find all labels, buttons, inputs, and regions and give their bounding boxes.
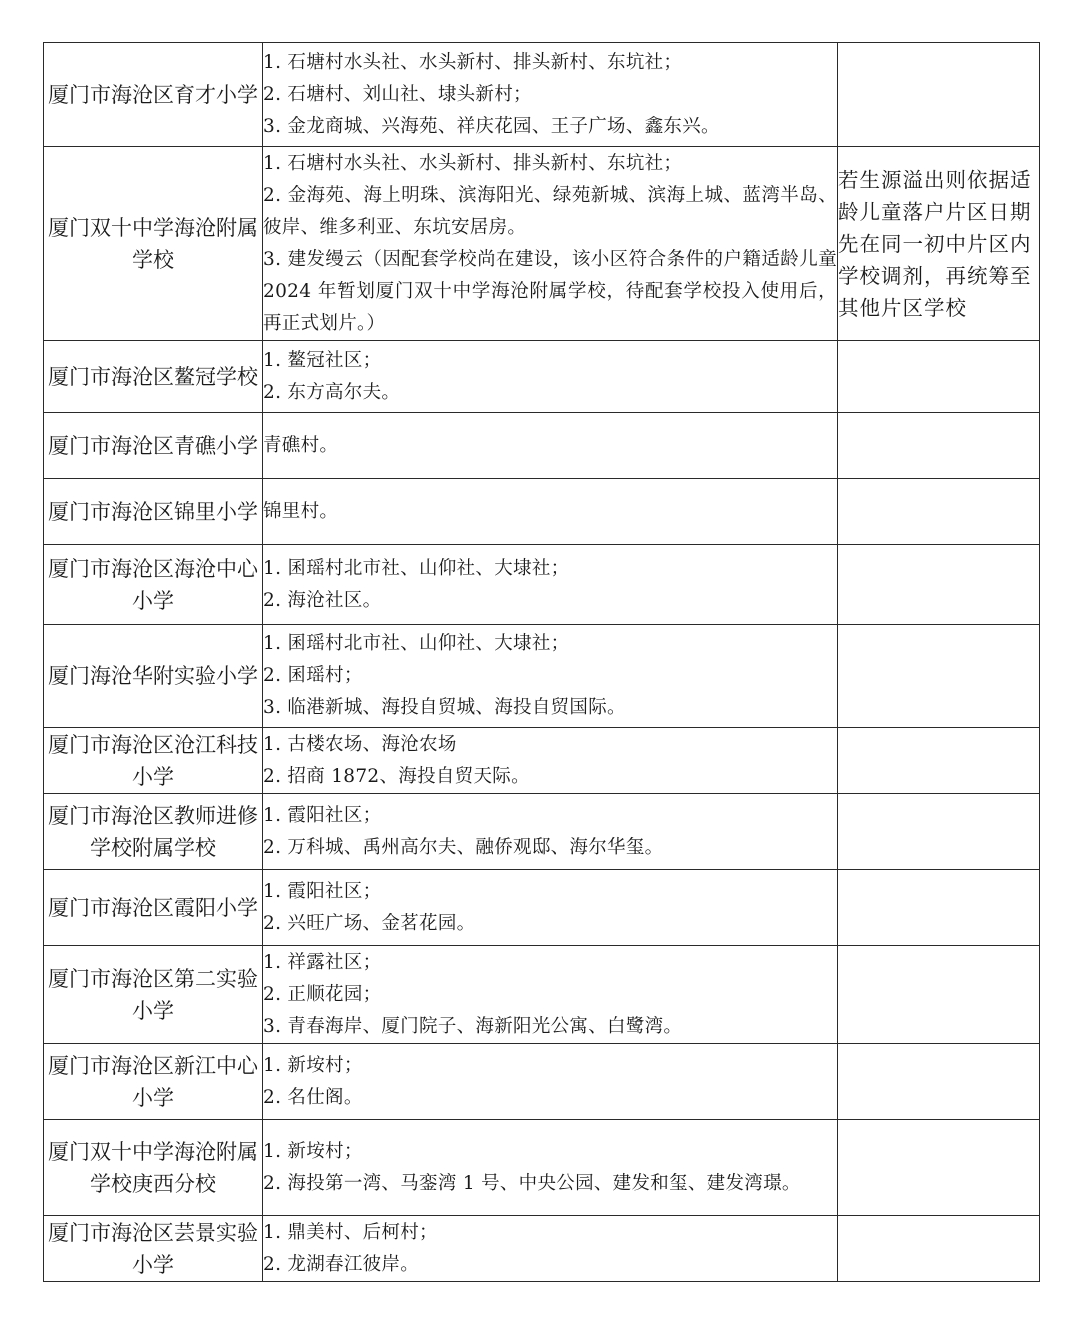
school-zone-table xyxy=(43,42,1040,1282)
zone-area-line: 2. 兴旺广场、金茗花园。 xyxy=(263,912,476,934)
zone-area-line: 1. 囷瑶村北市社、山仰社、大埭社； xyxy=(263,557,570,579)
zone-area-line: 1. 囷瑶村北市社、山仰社、大埭社； xyxy=(263,633,570,654)
zone-areas xyxy=(263,946,838,1044)
school-name: 厦门海沧华附实验小学 xyxy=(44,625,263,728)
table-row xyxy=(44,147,1040,341)
zone-area-line: 1. 石塘村水头社、水头新村、排头新村、东坑社； xyxy=(263,152,683,174)
zone-area-line: 2. 东方高尔夫。 xyxy=(263,381,401,403)
zone-area-line: 1. 新垵村； xyxy=(263,1054,363,1076)
table-row xyxy=(44,870,1040,946)
zone-areas xyxy=(263,794,838,870)
table-row xyxy=(44,479,1040,545)
remark-cell xyxy=(838,341,1040,413)
zone-areas xyxy=(263,545,838,625)
zone-areas xyxy=(263,1120,838,1216)
zone-area-line: 2. 龙湖春江彼岸。 xyxy=(263,1253,420,1275)
zone-areas xyxy=(263,1216,838,1282)
zone-area-line: 3. 金龙商城、兴海苑、祥庆花园、王子广场、鑫东兴。 xyxy=(263,115,720,137)
remark-cell xyxy=(838,479,1040,545)
school-name: 厦门市海沧区芸景实验小学 xyxy=(44,1216,263,1282)
table-row xyxy=(44,413,1040,479)
zone-area-line: 2. 万科城、禹州高尔夫、融侨观邸、海尔华玺。 xyxy=(263,836,664,858)
remark-cell xyxy=(838,1120,1040,1216)
table-row xyxy=(44,545,1040,625)
remark-cell xyxy=(838,1044,1040,1120)
school-name: 厦门市海沧区锦里小学 xyxy=(44,479,263,545)
zone-area-line: 1. 鳌冠社区； xyxy=(263,349,382,371)
zone-area-line: 3. 临港新城、海投自贸城、海投自贸国际。 xyxy=(263,697,626,718)
school-name: 厦门市海沧区第二实验小学 xyxy=(44,946,263,1044)
zone-area-line: 2. 名仕阁。 xyxy=(263,1086,363,1108)
zone-area-line: 锦里村。 xyxy=(263,500,339,522)
zone-area-line: 2. 海沧社区。 xyxy=(263,589,382,611)
remark-cell xyxy=(838,545,1040,625)
zone-area-line: 1. 古楼农场、海沧农场 xyxy=(263,733,457,755)
zone-area-line: 1. 新垵村； xyxy=(263,1140,363,1162)
remark-cell xyxy=(838,728,1040,794)
table-row xyxy=(44,728,1040,794)
school-name: 厦门市海沧区新江中心小学 xyxy=(44,1044,263,1120)
school-name: 厦门市海沧区教师进修学校附属学校 xyxy=(44,794,263,870)
school-name: 厦门市海沧区霞阳小学 xyxy=(44,870,263,946)
table-row xyxy=(44,625,1040,728)
zone-areas xyxy=(263,870,838,946)
zone-area-line: 3. 建发缦云（因配套学校尚在建设，该小区符合条件的户籍适龄儿童 2024 年暂划厦门双十中学海沧附属学校，待配套学校投入使用后，再正式划片。） xyxy=(263,248,837,334)
zone-areas xyxy=(263,625,838,728)
school-name: 厦门市海沧区海沧中心小学 xyxy=(44,545,263,625)
zone-areas xyxy=(263,479,838,545)
table-row xyxy=(44,1216,1040,1282)
zone-areas xyxy=(263,43,838,147)
zone-area-line: 青礁村。 xyxy=(263,434,339,456)
zone-area-line: 2. 石塘村、刘山社、埭头新村； xyxy=(263,83,532,105)
table-row xyxy=(44,946,1040,1044)
remark-cell xyxy=(838,43,1040,147)
zone-area-line: 1. 鼎美村、后柯村； xyxy=(263,1221,438,1243)
school-name: 厦门双十中学海沧附属学校庚西分校 xyxy=(44,1120,263,1216)
zone-area-line: 2. 海投第一湾、马銮湾 1 号、中央公园、建发和玺、建发湾璟。 xyxy=(263,1172,801,1194)
zone-areas xyxy=(263,728,838,794)
zone-area-line: 1. 石塘村水头社、水头新村、排头新村、东坑社； xyxy=(263,51,683,73)
table-row xyxy=(44,43,1040,147)
zone-areas xyxy=(263,341,838,413)
table-row xyxy=(44,341,1040,413)
remark-cell xyxy=(838,870,1040,946)
zone-area-line: 2. 囷瑶村； xyxy=(263,665,363,686)
school-name: 厦门市海沧区沧江科技小学 xyxy=(44,728,263,794)
table-row xyxy=(44,1044,1040,1120)
school-name: 厦门市海沧区鳌冠学校 xyxy=(44,341,263,413)
zone-area-line: 1. 霞阳社区； xyxy=(263,880,382,902)
zone-area-line: 2. 招商 1872、海投自贸天际。 xyxy=(263,765,530,787)
zone-areas xyxy=(263,413,838,479)
zone-areas xyxy=(263,1044,838,1120)
school-name: 厦门市海沧区青礁小学 xyxy=(44,413,263,479)
zone-area-line: 3. 青春海岸、厦门院子、海新阳光公寓、白鹭湾。 xyxy=(263,1015,683,1037)
zone-areas xyxy=(263,147,838,341)
remark-cell xyxy=(838,1216,1040,1282)
remark-cell xyxy=(838,625,1040,728)
table-row xyxy=(44,794,1040,870)
zone-area-line: 1. 祥露社区； xyxy=(263,951,382,973)
zone-area-line: 1. 霞阳社区； xyxy=(263,804,382,826)
zone-area-line: 2. 正顺花园； xyxy=(263,983,382,1005)
remark-cell xyxy=(838,946,1040,1044)
remark-cell xyxy=(838,413,1040,479)
table-row xyxy=(44,1120,1040,1216)
remark-cell xyxy=(838,794,1040,870)
school-name: 厦门市海沧区育才小学 xyxy=(44,43,263,147)
school-name: 厦门双十中学海沧附属学校 xyxy=(44,147,263,341)
remark-cell: 若生源溢出则依据适龄儿童落户片区日期先在同一初中片区内学校调剂，再统筹至其他片区学校 xyxy=(838,147,1040,341)
zone-area-line: 2. 金海苑、海上明珠、滨海阳光、绿苑新城、滨海上城、蓝湾半岛、彼岸、维多利亚、东坑安居房。 xyxy=(263,184,837,238)
